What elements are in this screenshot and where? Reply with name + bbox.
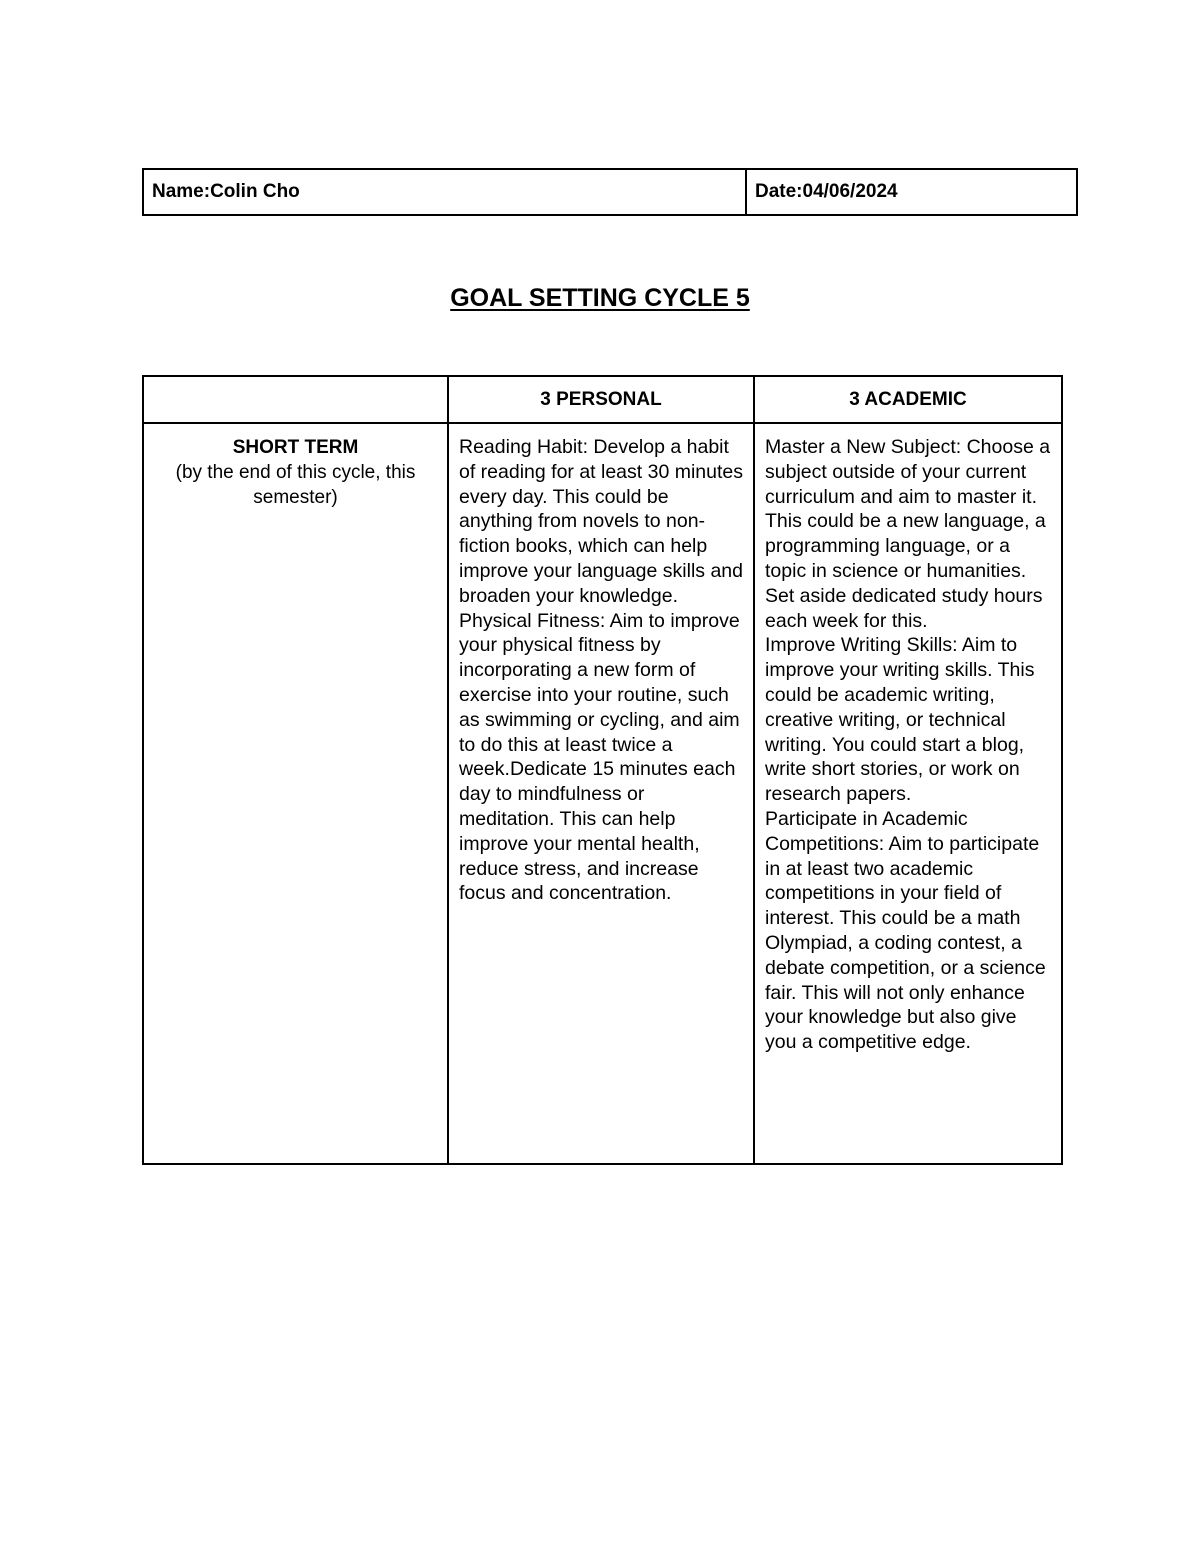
term-cell	[143, 423, 448, 1164]
personal-goals-cell	[448, 423, 754, 1164]
date-field: Date:04/06/2024	[755, 181, 898, 202]
academic-goal: Improve Writing Skills: Aim to improve your writing skills. This could be academic writing, creative writing, or technical writing. You could start a blog, write short stories, or work on research papers.	[765, 634, 1035, 806]
goal-table	[142, 375, 1063, 1165]
personal-goal: Physical Fitness: Aim to improve your physical fitness by incorporating a new form of exercise into your routine, such as swimming or cycling, and aim to do this at least twice a week.Dedicate 15 minutes each day to mindfulness or meditation. This can help improve your mental health, reduce stress, and increase focus and concentration.	[459, 609, 740, 905]
page-title: GOAL SETTING CYCLE 5	[450, 284, 750, 312]
academic-goal: Participate in Academic Competitions: Aim to participate in at least two academic competitions in your field of interest. This could be a math Olympiad, a coding contest, a debate competition, or a science fair. This will not only enhance your knowledge but also give you a competitive edge.	[765, 807, 1046, 1054]
column-header-academic: 3 ACADEMIC	[754, 376, 1062, 423]
name-field: Name:Colin Cho	[144, 170, 747, 214]
table-header-row	[143, 376, 1062, 423]
column-header-personal: 3 PERSONAL	[448, 376, 754, 423]
term-title: SHORT TERM	[232, 437, 359, 458]
personal-goal: Reading Habit: Develop a habit of reading for at least 30 minutes every day. This could be anything from novels to non-fiction books, which can help improve your language skills and broaden your knowledge.	[459, 436, 743, 607]
column-header-empty	[143, 376, 448, 423]
table-row-short-term	[143, 423, 1062, 1164]
header-table	[142, 168, 1078, 216]
academic-goals-cell	[754, 423, 1062, 1164]
term-note: (by the end of this cycle, this semester)	[175, 462, 416, 508]
academic-goal: Master a New Subject: Choose a subject outside of your current curriculum and aim to master it. This could be a new language, a programming language, or a topic in science or humanities. Set aside dedicated study hours each week for this.	[765, 436, 1051, 632]
